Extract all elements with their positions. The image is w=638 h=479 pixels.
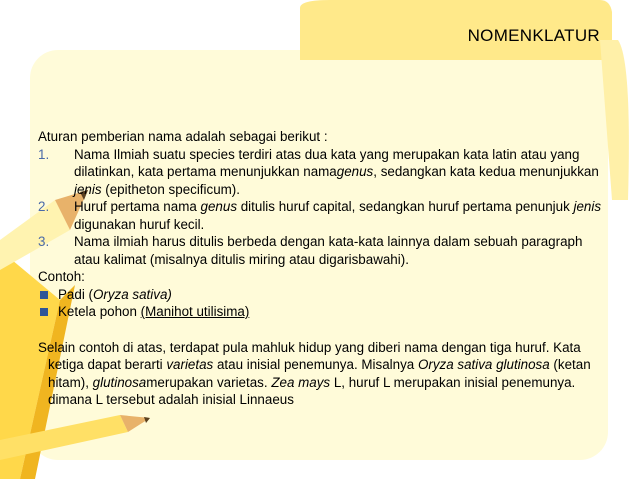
rule-italic: genus: [336, 164, 374, 179]
intro-text: Aturan pemberian nama adalah sebagai berikut :: [38, 129, 328, 144]
rule-item-1: [38, 146, 608, 199]
closing-text: L, huruf L merupakan inisial penemunya. dimana L tersebut adalah inisial Linnaeus: [48, 374, 576, 407]
rule-number: 3.: [38, 234, 50, 249]
closing-italic: Oryza sativa glutinosa: [417, 357, 550, 372]
example-item-1: [38, 286, 608, 304]
closing-text: (ketan hitam),: [48, 357, 591, 390]
rule-text: (epitheton specificum).: [101, 181, 240, 197]
square-bullet-icon: [40, 291, 48, 299]
slide-body: [38, 128, 608, 409]
rule-italic: jenis: [573, 199, 602, 214]
rule-text: , sedangkan kata kedua menunjukkan: [373, 164, 599, 179]
example-common-name: Padi (: [58, 286, 93, 302]
example-common-name: Ketela pohon: [58, 304, 141, 319]
rule-text: digunakan huruf kecil.: [74, 216, 205, 232]
rule-text: Huruf pertama nama: [74, 199, 201, 214]
examples-label: Contoh:: [38, 269, 85, 284]
example-item-2: [38, 303, 608, 321]
spacer: [38, 321, 608, 339]
rule-item-2: [38, 198, 608, 233]
closing-text: Selain contoh di atas, terdapat pula mahluk hidup yang diberi nama dengan tiga huruf. Kata ketiga dapat berarti: [38, 339, 581, 372]
slide-title: NOMENKLATUR: [467, 26, 600, 45]
example-scientific-name: (Manihot utilisima): [140, 304, 250, 319]
rule-text: Nama Ilmiah suatu species terdiri atas dua kata yang merupakan kata latin atau yang dilatinkan, kata pertama menunjukkan nama: [74, 146, 580, 179]
rule-italic: genus: [200, 199, 238, 214]
closing-text: atau inisial penemunya. Misalnya: [213, 357, 418, 372]
rule-item-3: [38, 233, 608, 268]
square-bullet-icon: [40, 308, 48, 316]
closing-paragraph: [38, 339, 608, 409]
rule-number: 2.: [38, 199, 50, 214]
rule-number: 1.: [38, 146, 50, 162]
rule-italic: jenis: [74, 181, 102, 197]
rule-text: Nama ilmiah harus ditulis berbeda dengan kata-kata lainnya dalam sebuah paragraph atau kalimat (misalnya ditulis miring atau digarisbawahi).: [74, 234, 583, 267]
closing-italic: Zea mays: [271, 374, 331, 390]
closing-italic: glutinosa: [92, 374, 147, 390]
rule-text: ditulis huruf capital, sedangkan huruf pertama penunjuk: [237, 199, 574, 214]
closing-text: merupakan varietas.: [146, 374, 272, 390]
closing-italic: varietas: [166, 357, 214, 372]
example-scientific-name: Oryza sativa): [92, 286, 172, 302]
